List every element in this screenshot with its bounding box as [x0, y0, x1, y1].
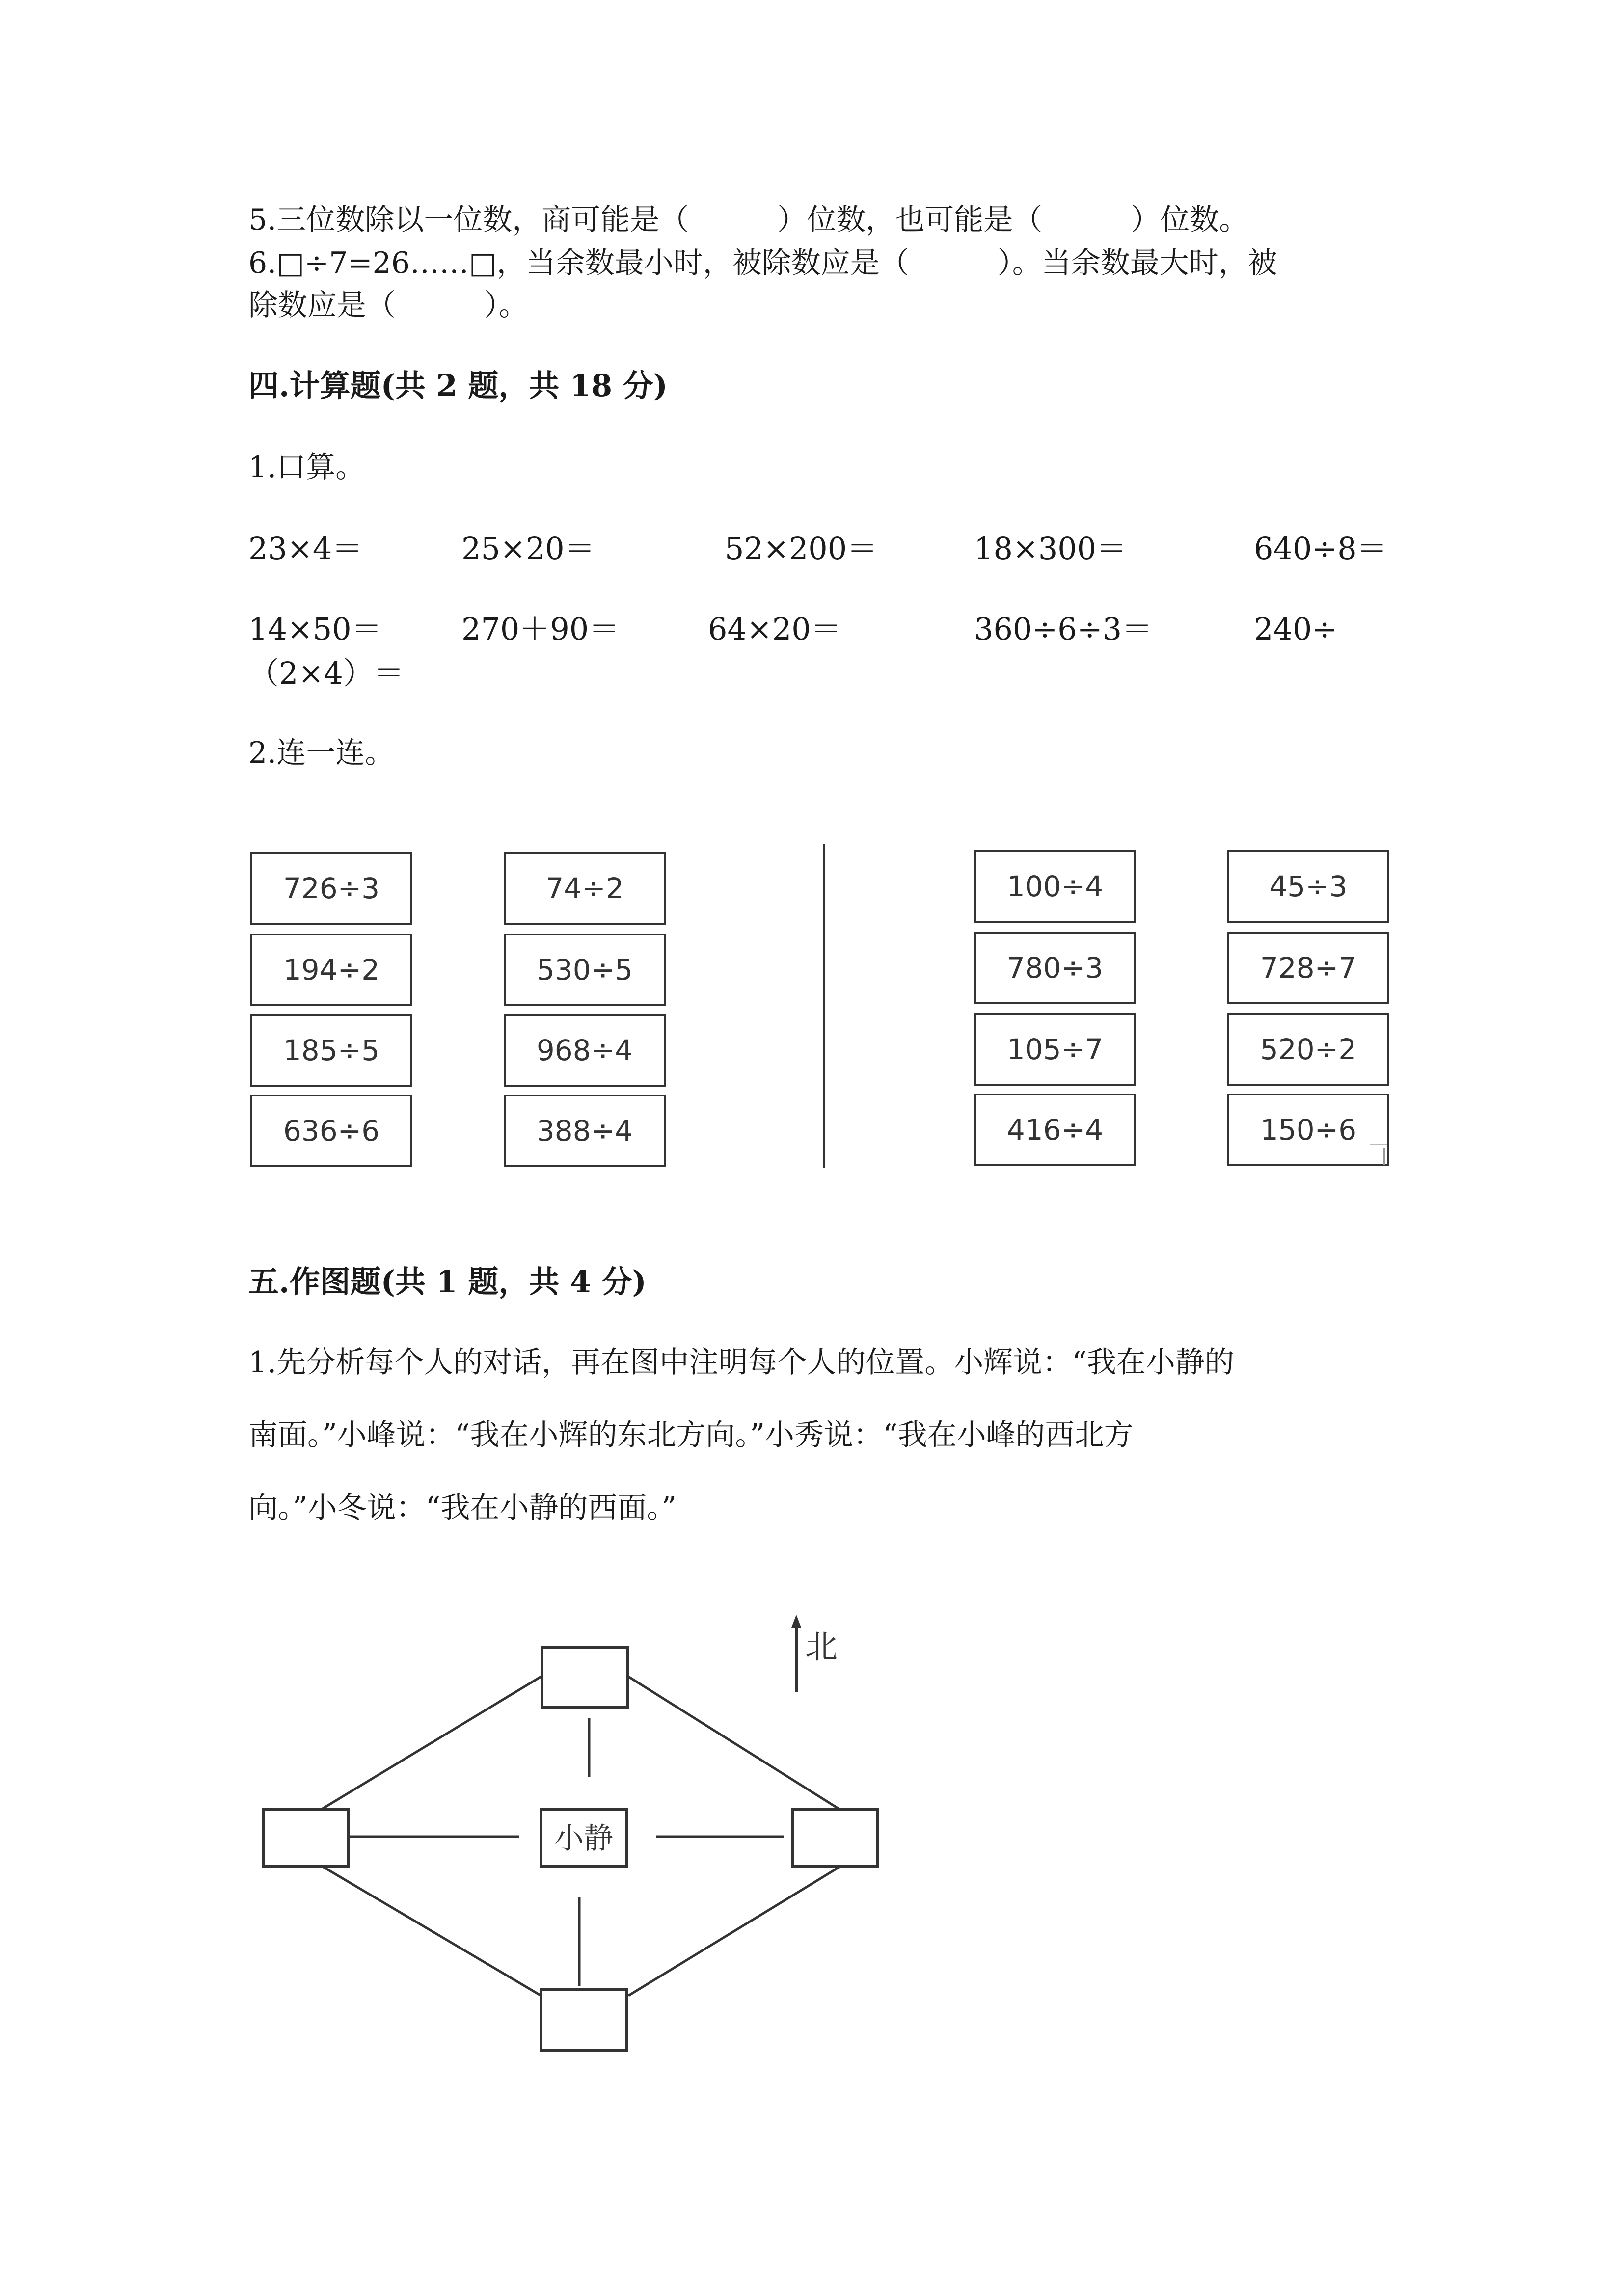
match-box[interactable]: 968÷4 [504, 1014, 666, 1087]
calc-item: 25×20＝ [461, 531, 595, 566]
calc-item: 18×300＝ [974, 531, 1127, 566]
match-box[interactable]: 194÷2 [250, 934, 412, 1006]
match-box[interactable]: 105÷7 [974, 1013, 1136, 1086]
diagram-edge [628, 1677, 842, 1811]
west-box [263, 1809, 349, 1866]
drawing-question-line2: 南面。”小峰说：“我在小辉的东北方向。”小秀说：“我在小峰的西北方 [248, 1418, 1134, 1452]
match-box[interactable]: 388÷4 [504, 1095, 666, 1167]
drawing-question-line3: 向。”小冬说：“我在小静的西面。” [248, 1491, 677, 1525]
match-box[interactable]: 45÷3 [1227, 850, 1389, 923]
center-label: 小静 [554, 1821, 613, 1856]
matching-label: 2.连一连。 [248, 736, 395, 770]
north-box [542, 1647, 627, 1707]
match-box[interactable]: 780÷3 [974, 932, 1136, 1004]
calc-item: 52×200＝ [725, 531, 878, 566]
north-label: 北 [805, 1628, 838, 1666]
calc-item-continued: （2×4）＝ [248, 655, 404, 691]
question-5: 5.三位数除以一位数，商可能是（ ）位数，也可能是（ ）位数。 [248, 203, 1249, 237]
calc-item: 23×4＝ [248, 531, 363, 566]
south-box [541, 1990, 626, 2051]
calc-item: 640÷8＝ [1254, 531, 1387, 566]
match-box[interactable]: 636÷6 [250, 1095, 412, 1167]
diagram-edge [320, 1677, 541, 1810]
calc-item: 360÷6÷3＝ [974, 611, 1153, 647]
match-box[interactable]: 74÷2 [504, 852, 666, 925]
calc-item: 14×50＝ [248, 611, 382, 647]
calc-item: 240÷ [1254, 611, 1338, 647]
diagram-edge [320, 1865, 541, 1996]
diagram-edge [628, 1865, 842, 1996]
match-box[interactable]: 100÷4 [974, 850, 1136, 923]
east-box [792, 1809, 878, 1866]
match-box[interactable]: 530÷5 [504, 934, 666, 1006]
match-box[interactable]: 728÷7 [1227, 932, 1389, 1004]
question-6-line1: 6.□÷7=26……□，当余数最小时，被除数应是（ ）。当余数最大时，被 [248, 246, 1277, 280]
section-4-title: 四.计算题(共 2 题，共 18 分) [248, 368, 668, 403]
match-box[interactable]: 520÷2 [1227, 1013, 1389, 1086]
mental-math-label: 1.口算。 [248, 450, 365, 484]
match-box[interactable]: 150÷6 [1227, 1094, 1389, 1166]
match-box[interactable]: 726÷3 [250, 852, 412, 925]
match-box[interactable]: 416÷4 [974, 1094, 1136, 1166]
calc-item: 64×20＝ [708, 611, 841, 647]
match-box[interactable]: 185÷5 [250, 1014, 412, 1087]
question-6-line2: 除数应是（ ）。 [248, 288, 528, 322]
north-arrow-icon [791, 1615, 801, 1692]
section-5-title: 五.作图题(共 1 题，共 4 分) [248, 1264, 647, 1300]
calc-item: 270＋90＝ [461, 611, 620, 647]
drawing-question-line1: 1.先分析每个人的对话，再在图中注明每个人的位置。小辉说：“我在小静的 [248, 1345, 1234, 1380]
